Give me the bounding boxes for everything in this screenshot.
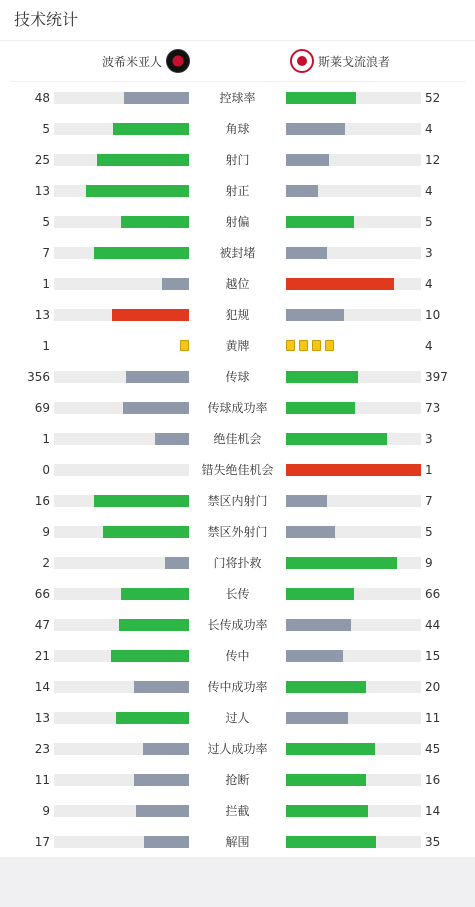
- stat-row: [0, 795, 475, 826]
- home-bar-fill: [143, 743, 189, 755]
- stat-row: [0, 113, 475, 144]
- stat-label: 长传成功率: [207, 618, 268, 632]
- home-bar: [54, 557, 189, 569]
- home-value: 47: [34, 617, 50, 632]
- away-team: [290, 49, 390, 73]
- away-value: 3: [425, 431, 433, 446]
- away-bar-fill: [286, 526, 335, 538]
- home-bar: [54, 712, 189, 724]
- stat-row: [0, 640, 475, 671]
- home-value: 66: [34, 586, 50, 601]
- away-value: 10: [425, 307, 441, 322]
- away-bar: [286, 557, 421, 569]
- home-team-logo-icon: [166, 49, 190, 73]
- away-bar-fill: [286, 433, 387, 445]
- home-bar: [54, 526, 189, 538]
- away-bar: [286, 216, 421, 228]
- home-bar-fill: [94, 247, 189, 259]
- away-bar-fill: [286, 650, 343, 662]
- stat-label: 控球率: [219, 91, 256, 105]
- home-bar-fill: [112, 309, 189, 321]
- home-bar: [54, 681, 189, 693]
- away-bar: [286, 123, 421, 135]
- away-bar-fill: [286, 619, 351, 631]
- home-bar: [54, 309, 189, 321]
- away-bar-fill: [286, 836, 376, 848]
- away-bar: [286, 402, 421, 414]
- away-value: 66: [425, 586, 441, 601]
- home-bar: [54, 774, 189, 786]
- away-value: 3: [425, 245, 433, 260]
- stat-label: 传中: [225, 649, 250, 663]
- yellow-card-icon: [286, 340, 295, 351]
- away-bar-fill: [286, 681, 366, 693]
- stat-label: 过人成功率: [207, 742, 268, 756]
- home-team: [10, 49, 190, 73]
- home-bar: [54, 154, 189, 166]
- home-value: 21: [34, 648, 50, 663]
- stat-row: [0, 454, 475, 485]
- home-bar-fill: [126, 371, 189, 383]
- home-value: 356: [27, 369, 50, 384]
- stat-row: [0, 733, 475, 764]
- stat-label: 抢断: [225, 773, 250, 787]
- stat-label: 被封堵: [219, 246, 256, 260]
- away-value: 45: [425, 741, 441, 756]
- yellow-card-icon: [180, 340, 189, 351]
- away-bar-fill: [286, 371, 358, 383]
- home-value: 16: [34, 493, 50, 508]
- away-bar: [286, 774, 421, 786]
- home-value: 11: [34, 772, 50, 787]
- stat-label: 禁区外射门: [207, 525, 268, 539]
- stat-row: [0, 671, 475, 702]
- away-bar-fill: [286, 247, 327, 259]
- away-bar-fill: [286, 185, 318, 197]
- stat-row: [0, 826, 475, 857]
- away-bar: [286, 650, 421, 662]
- home-value: 1: [42, 276, 50, 291]
- away-value: 20: [425, 679, 441, 694]
- away-bar-fill: [286, 402, 355, 414]
- away-bar: [286, 681, 421, 693]
- stat-label: 拦截: [225, 804, 250, 818]
- stat-label: 禁区内射门: [207, 494, 268, 508]
- stat-row: [0, 175, 475, 206]
- away-bar: [286, 836, 421, 848]
- stat-label: 黄牌: [225, 339, 250, 353]
- home-bar: [54, 464, 189, 476]
- stat-row: [0, 516, 475, 547]
- stat-row: [0, 702, 475, 733]
- home-value: 9: [42, 524, 50, 539]
- away-bar: [286, 92, 421, 104]
- away-bar-fill: [286, 495, 327, 507]
- away-bar: [286, 185, 421, 197]
- home-value: 25: [34, 152, 50, 167]
- home-bar: [54, 743, 189, 755]
- home-bar: [54, 619, 189, 631]
- home-value: 48: [34, 90, 50, 105]
- away-bar-fill: [286, 805, 368, 817]
- away-bar-fill: [286, 123, 345, 135]
- home-bar: [54, 402, 189, 414]
- home-bar-fill: [94, 495, 189, 507]
- home-bar-fill: [134, 774, 189, 786]
- home-bar-fill: [144, 836, 189, 848]
- home-value: 23: [34, 741, 50, 756]
- home-value: 1: [42, 431, 50, 446]
- home-bar-fill: [134, 681, 189, 693]
- home-value: 69: [34, 400, 50, 415]
- away-value: 16: [425, 772, 441, 787]
- stat-label: 传中成功率: [207, 680, 268, 694]
- stats-list: [0, 82, 475, 857]
- stat-row: [0, 764, 475, 795]
- yellow-card-icon: [299, 340, 308, 351]
- home-bar-fill: [155, 433, 189, 445]
- away-value: 5: [425, 524, 433, 539]
- away-value: 4: [425, 183, 433, 198]
- home-value: 2: [42, 555, 50, 570]
- stat-label: 射正: [225, 184, 250, 198]
- home-bar-fill: [116, 712, 189, 724]
- home-bar-fill: [124, 92, 189, 104]
- home-bar: [54, 495, 189, 507]
- away-value: 4: [425, 276, 433, 291]
- home-bar: [54, 433, 189, 445]
- away-bar: [286, 464, 421, 476]
- stat-label: 解围: [225, 835, 250, 849]
- away-bar-fill: [286, 557, 397, 569]
- stat-row: [0, 82, 475, 113]
- stat-row: [0, 392, 475, 423]
- page-title: 技术统计: [0, 0, 475, 41]
- teams-header: [10, 41, 465, 82]
- home-bar-fill: [121, 216, 189, 228]
- stat-row: [0, 578, 475, 609]
- home-bar: [54, 185, 189, 197]
- away-value: 397: [425, 369, 448, 384]
- away-value: 5: [425, 214, 433, 229]
- home-bar: [54, 92, 189, 104]
- home-value: 13: [34, 710, 50, 725]
- home-bar: [54, 216, 189, 228]
- away-bar: [286, 278, 421, 290]
- away-value: 35: [425, 834, 441, 849]
- stat-row: [0, 237, 475, 268]
- stat-row: [0, 299, 475, 330]
- home-bar-fill: [86, 185, 189, 197]
- away-value: 73: [425, 400, 441, 415]
- away-bar: [286, 247, 421, 259]
- away-value: 9: [425, 555, 433, 570]
- stat-row: [0, 330, 475, 361]
- home-bar: [54, 650, 189, 662]
- away-bar: [286, 309, 421, 321]
- away-bar: [286, 495, 421, 507]
- home-bar: [54, 123, 189, 135]
- home-bar: [54, 371, 189, 383]
- away-bar-fill: [286, 588, 354, 600]
- stat-label: 长传: [225, 587, 250, 601]
- away-value: 44: [425, 617, 441, 632]
- stat-row: [0, 361, 475, 392]
- home-bar-fill: [113, 123, 189, 135]
- home-bar-fill: [165, 557, 189, 569]
- stat-row: [0, 485, 475, 516]
- stat-label: 角球: [225, 122, 250, 136]
- stat-row: [0, 609, 475, 640]
- away-cards: [286, 340, 421, 352]
- stat-row: [0, 268, 475, 299]
- away-bar: [286, 433, 421, 445]
- home-value: 1: [42, 338, 50, 353]
- away-bar: [286, 619, 421, 631]
- home-bar-fill: [97, 154, 189, 166]
- stat-label: 传球成功率: [207, 401, 268, 415]
- home-bar-fill: [121, 588, 189, 600]
- away-value: 11: [425, 710, 441, 725]
- away-bar-fill: [286, 774, 366, 786]
- away-value: 4: [425, 338, 433, 353]
- away-bar-fill: [286, 309, 344, 321]
- away-bar: [286, 526, 421, 538]
- away-bar-fill: [286, 92, 356, 104]
- stat-label: 过人: [225, 711, 250, 725]
- home-value: 5: [42, 214, 50, 229]
- away-team-name: 斯莱戈流浪者: [318, 54, 391, 69]
- stat-label: 射门: [225, 153, 250, 167]
- stat-label: 错失绝佳机会: [201, 463, 274, 477]
- home-bar: [54, 278, 189, 290]
- stat-row: [0, 547, 475, 578]
- home-value: 7: [42, 245, 50, 260]
- away-bar: [286, 805, 421, 817]
- home-value: 13: [34, 307, 50, 322]
- away-bar: [286, 743, 421, 755]
- away-bar: [286, 712, 421, 724]
- home-bar-fill: [103, 526, 189, 538]
- away-bar-fill: [286, 154, 329, 166]
- away-value: 12: [425, 152, 441, 167]
- home-value: 17: [34, 834, 50, 849]
- away-team-logo-icon: [290, 49, 314, 73]
- stat-row: [0, 144, 475, 175]
- away-bar-fill: [286, 278, 394, 290]
- stat-label: 门将扑救: [213, 556, 262, 570]
- home-value: 9: [42, 803, 50, 818]
- home-bar-fill: [111, 650, 189, 662]
- stat-row: [0, 423, 475, 454]
- away-value: 15: [425, 648, 441, 663]
- away-value: 52: [425, 90, 441, 105]
- stat-label: 射偏: [225, 215, 250, 229]
- home-bar-fill: [136, 805, 189, 817]
- away-value: 14: [425, 803, 441, 818]
- stat-label: 越位: [225, 277, 250, 291]
- home-bar: [54, 836, 189, 848]
- away-bar: [286, 371, 421, 383]
- home-bar-fill: [119, 619, 189, 631]
- home-bar: [54, 247, 189, 259]
- away-bar-fill: [286, 464, 421, 476]
- home-value: 0: [42, 462, 50, 477]
- home-bar-fill: [123, 402, 189, 414]
- away-value: 4: [425, 121, 433, 136]
- stat-label: 绝佳机会: [213, 432, 262, 446]
- home-cards: [54, 340, 189, 352]
- home-value: 14: [34, 679, 50, 694]
- home-team-name: 波希米亚人: [101, 54, 162, 69]
- home-bar: [54, 588, 189, 600]
- home-value: 5: [42, 121, 50, 136]
- yellow-card-icon: [325, 340, 334, 351]
- home-bar: [54, 805, 189, 817]
- away-value: 1: [425, 462, 433, 477]
- away-bar-fill: [286, 216, 354, 228]
- yellow-card-icon: [312, 340, 321, 351]
- home-bar-fill: [162, 278, 189, 290]
- away-bar-fill: [286, 743, 375, 755]
- away-bar: [286, 154, 421, 166]
- away-value: 7: [425, 493, 433, 508]
- away-bar-fill: [286, 712, 348, 724]
- away-bar: [286, 588, 421, 600]
- home-value: 13: [34, 183, 50, 198]
- stat-row: [0, 206, 475, 237]
- stat-label: 传球: [225, 370, 250, 384]
- stat-label: 犯规: [225, 308, 250, 322]
